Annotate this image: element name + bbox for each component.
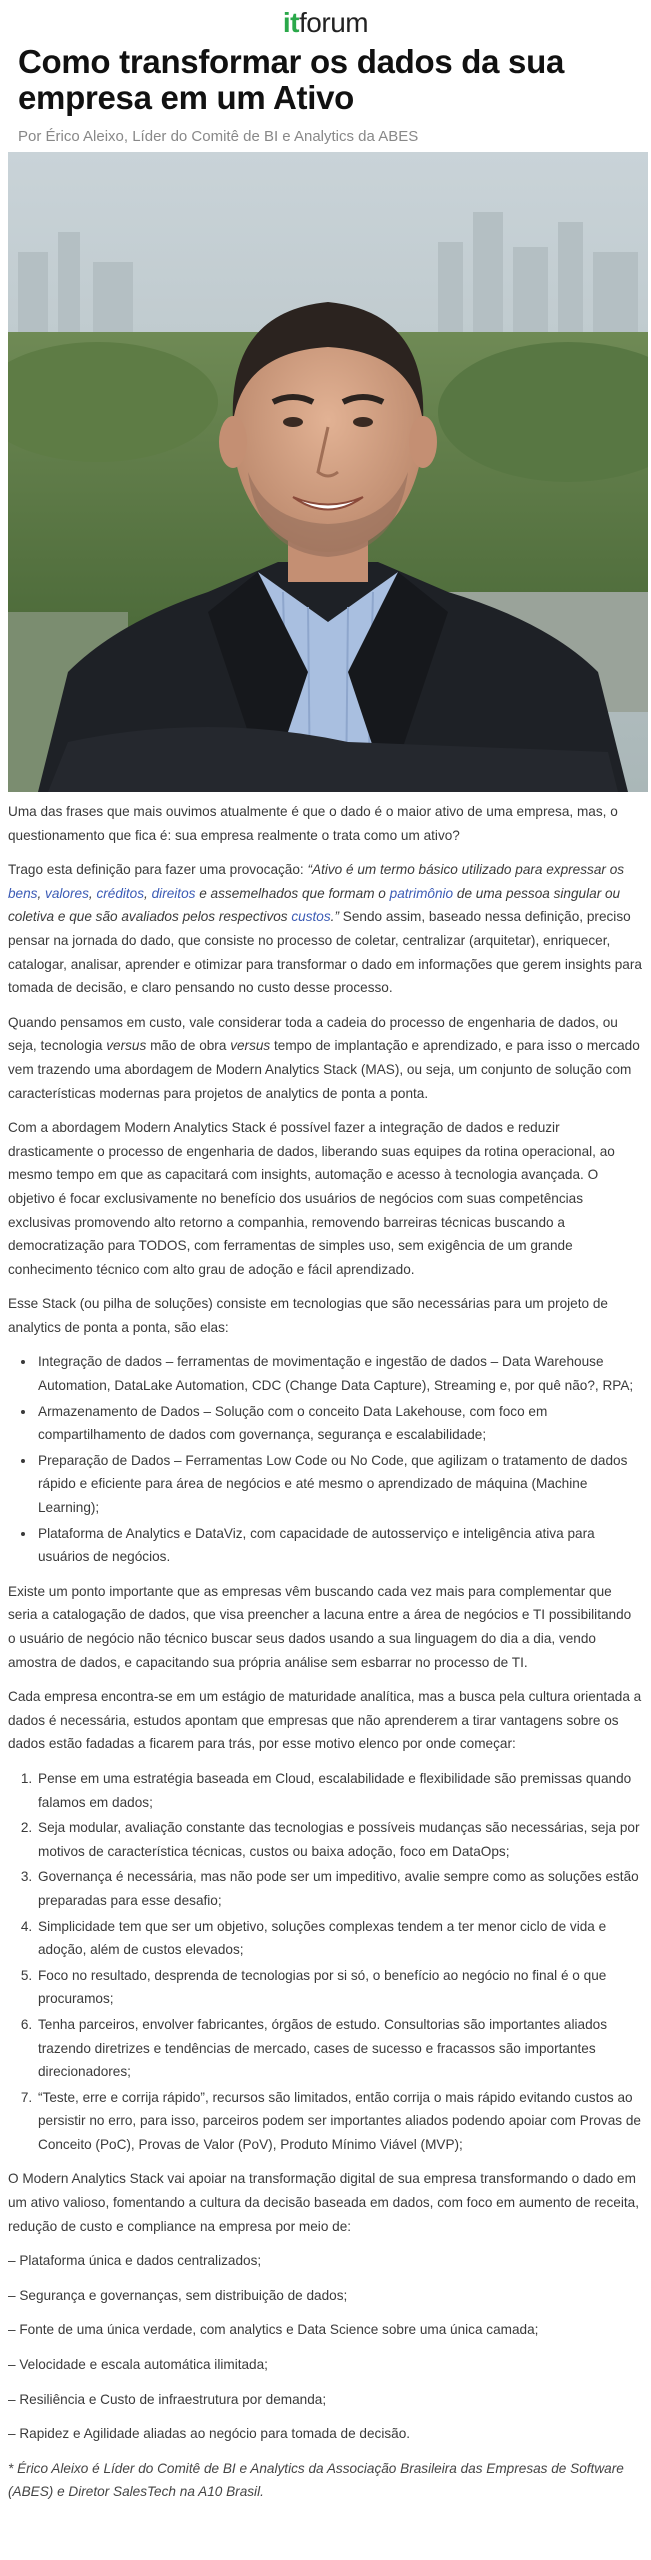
list-item: 1. Pense em uma estratégia baseada em Cloud, escalabilidade e flexibilidade são premissas quando falamos em dados; xyxy=(36,1767,642,1814)
link-custos[interactable]: custos xyxy=(291,909,331,925)
logo-it: it xyxy=(282,7,300,38)
list-item: • Armazenamento de Dados – Solução com o conceito Data Lakehouse, com foco em compartilhamento de dados com governança, segurança e escalabilidade; xyxy=(36,1400,642,1447)
paragraph-stack-intro: Esse Stack (ou pilha de soluções) consiste em tecnologias que são necessárias para um projeto de analytics de ponta a ponta, são elas: xyxy=(8,1296,608,1335)
list-item: • Integração de dados – ferramentas de movimentação e ingestão de dados – Data Warehouse Automation, DataLake Automation, CDC (Change Data Capture), Streaming e, por quê não?, RPA; xyxy=(36,1350,642,1397)
text: , xyxy=(88,885,97,901)
text: Trago esta definição para fazer uma provocação: xyxy=(8,862,308,878)
text: de uma pessoa singular ou coletiva e que são avaliados pelos respectivos xyxy=(8,885,621,925)
list-item: 7. “Teste, erre e corrija rápido”, recursos são limitados, então corrija o mais rápido evitando custos ao persistir no erro, para isso, parceiros podem ser importantes aliados podendo apoiar com Provas de Conceito (PoC), Provas de Valor (PoV), Produto Mínimo Viável (MVP); xyxy=(36,2086,642,2157)
text: mão de obra xyxy=(146,1038,231,1054)
benefit-item: – Velocidade e escala automática ilimitada; xyxy=(8,2357,268,2373)
paragraph-catalog: Existe um ponto importante que as empresas vêm buscando cada vez mais para complementar que seria a catalogação de dados, que visa preencher a lacuna entre a área de negócios e TI possibilitando o usuário de negócio não técnico buscar seus dados usando a sua linguagem do dia a dia, vendo amostra de dados, e capacitando sua própria análise sem esbarrar no processo de TI. xyxy=(8,1583,632,1670)
text: e assemelhados que formam o xyxy=(195,885,390,901)
link-valores[interactable]: valores xyxy=(45,885,89,901)
text: , xyxy=(144,885,152,901)
benefit-item: – Segurança e governanças, sem distribuição de dados; xyxy=(8,2287,348,2303)
list-item: 5. Foco no resultado, desprenda de tecnologias por si só, o benefício ao negócio no final é o que procuramos; xyxy=(36,1964,642,2011)
list-item: 3. Governança é necessária, mas não pode ser um impeditivo, avalie sempre como as soluções estão preparadas para esse desafio; xyxy=(36,1865,642,1912)
link-creditos[interactable]: créditos xyxy=(96,885,145,901)
benefit-item: – Resiliência e Custo de infraestrutura por demanda; xyxy=(8,2391,327,2407)
paragraph-conclusion: O Modern Analytics Stack vai apoiar na transformação digital de sua empresa transformando o dado em um ativo valioso, fomentando a cultura da decisão baseada em dados, com foco em aumento de receita, redução de custo e compliance na empresa por meio de: xyxy=(8,2171,639,2234)
list-item: • Plataforma de Analytics e DataViz, com capacidade de autosserviço e inteligência ativa para usuários de negócios. xyxy=(36,1522,642,1569)
paragraph-definition xyxy=(8,858,642,1000)
versus-emphasis: versus xyxy=(230,1038,271,1054)
page-title: Como transformar os dados da sua empresa em um Ativo xyxy=(18,43,565,116)
text: tempo de implantação e aprendizado, e para isso o mercado vem trazendo uma abordagem de Modern Analytics Stack (MAS), ou seja, um conjunto de solução com características modernas para projetos de analytics de ponta a ponta. xyxy=(8,1038,640,1101)
text: , xyxy=(37,885,46,901)
list-item: 2. Seja modular, avaliação constante das tecnologias e possíveis mudanças são necessárias, seja por motivos de característica técnicas, custos ou baixa adoção, foco em DataOps; xyxy=(36,1816,642,1863)
link-direitos[interactable]: direitos xyxy=(151,885,196,901)
author-photo xyxy=(8,152,648,792)
text: Quando pensamos em custo, vale considerar toda a cadeia do processo de engenharia de dados, ou seja, tecnologia xyxy=(8,1014,618,1054)
link-patrimonio[interactable]: patrimônio xyxy=(389,885,454,901)
article-byline: Por Érico Aleixo, Líder do Comitê de BI e Analytics da ABES xyxy=(18,128,419,145)
list-item: 6. Tenha parceiros, envolver fabricantes, órgãos de estudo. Consultorias são importantes aliados trazendo diretrizes e tendências de mercado, cases de sucesso e fracassos são importantes direcionadores; xyxy=(36,2013,642,2084)
paragraph-cost xyxy=(8,1011,642,1105)
benefit-item: – Rapidez e Agilidade aliadas ao negócio para tomada de decisão. xyxy=(8,2426,411,2442)
article-body xyxy=(8,800,642,2515)
text: .” xyxy=(330,909,339,925)
logo-forum: forum xyxy=(299,7,369,38)
paragraph-mas: Com a abordagem Modern Analytics Stack é possível fazer a integração de dados e reduzir drasticamente o processo de engenharia de dados, liberando suas equipes da rotina operacional, ao mesmo tempo em que as capacitará com insights, automação e acesso à tecnologia avançada. O objetivo é focar exclusivamente no benefício dos usuários de negócios com suas competências exclusivas promovendo alto retorno a companhia, removendo barreiras técnicas buscando a democratização para TODOS, com ferramentas de simples uso, sem exigência de um grande conhecimento técnico com alto grau de adoção e fácil aprendizado. xyxy=(8,1120,615,1277)
text: “Ativo é um termo básico utilizado para expressar os xyxy=(307,862,625,878)
versus-emphasis: versus xyxy=(106,1038,147,1054)
itforum-logo[interactable] xyxy=(0,8,651,38)
stack-list xyxy=(8,1350,642,1568)
list-item: 4. Simplicidade tem que ser um objetivo, soluções complexas tendem a ter menor ciclo de vida e adoção, além de custos elevados; xyxy=(36,1915,642,1962)
link-bens[interactable]: bens xyxy=(8,885,38,901)
benefit-item: – Plataforma única e dados centralizados; xyxy=(8,2253,262,2269)
paragraph-intro: Uma das frases que mais ouvimos atualmente é que o dado é o maior ativo de uma empresa, mas, o questionamento que fica é: sua empresa realmente o trata como um ativo? xyxy=(8,804,618,843)
steps-list xyxy=(8,1767,642,2157)
benefit-item: – Fonte de uma única verdade, com analytics e Data Science sobre uma única camada; xyxy=(8,2322,539,2338)
text: Sendo assim, baseado nessa definição, preciso pensar na jornada do dado, que consiste no processo de coletar, centralizar (arquitetar), enriquecer, catalogar, analisar, aprender e otimizar para transformar o dado em informações que gerem insights para tomada de decisão, e claro pensando no custo desse processo. xyxy=(8,909,642,996)
paragraph-maturity: Cada empresa encontra-se em um estágio de maturidade analítica, mas a busca pela cultura orientada a dados é necessária, estudos apontam que empresas que não aprenderem a tirar vantagens sobre os dados estão fadadas a ficarem para trás, por esse motivo elenco por onde começar: xyxy=(8,1689,642,1752)
list-item: • Preparação de Dados – Ferramentas Low Code ou No Code, que agilizam o tratamento de dados rápido e eficiente para área de negócios e até mesmo o aprendizado de máquina (Machine Learning); xyxy=(36,1449,642,1520)
author-footnote: * Érico Aleixo é Líder do Comitê de BI e Analytics da Associação Brasileira das Empresas de Software (ABES) e Diretor SalesTech na A10 Brasil. xyxy=(8,2460,624,2500)
